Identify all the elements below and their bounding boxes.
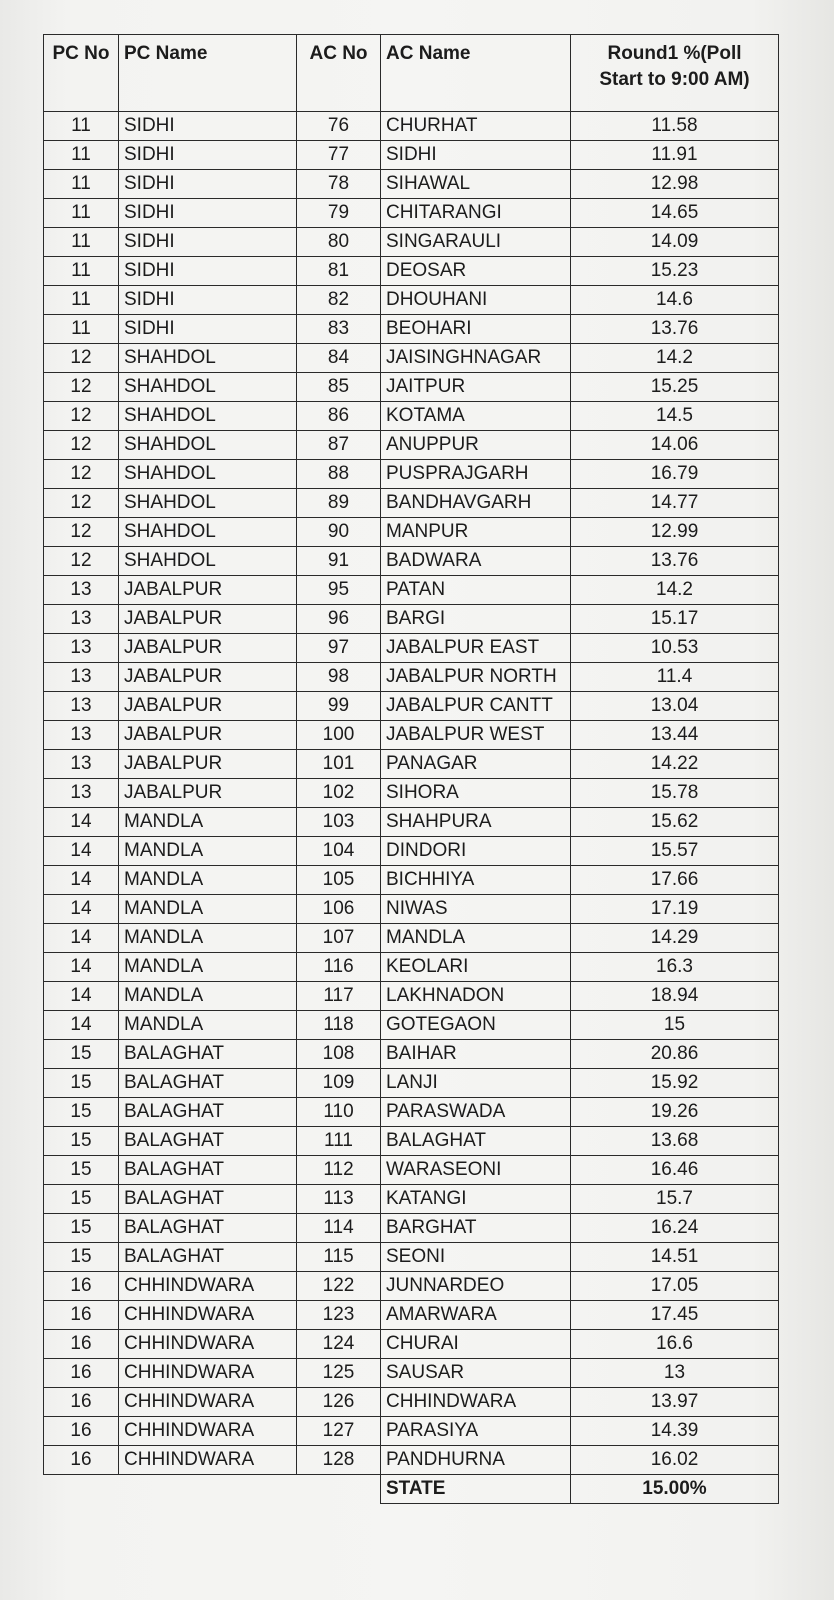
table-row bbox=[44, 1446, 779, 1475]
ac-no-cell: 85 bbox=[297, 373, 381, 402]
round1-percent-cell: 17.05 bbox=[571, 1272, 779, 1301]
ac-name-cell: JAISINGHNAGAR bbox=[381, 344, 571, 373]
ac-name-cell: AMARWARA bbox=[381, 1301, 571, 1330]
ac-no-cell: 78 bbox=[297, 170, 381, 199]
pc-name-cell: JABALPUR bbox=[119, 576, 297, 605]
pc-name-cell: SIDHI bbox=[119, 228, 297, 257]
round1-percent-cell: 12.98 bbox=[571, 170, 779, 199]
pc-name-cell: BALAGHAT bbox=[119, 1214, 297, 1243]
pc-name-cell: CHHINDWARA bbox=[119, 1446, 297, 1475]
ac-name-cell: BALAGHAT bbox=[381, 1127, 571, 1156]
table-row bbox=[44, 692, 779, 721]
ac-name-cell: BAIHAR bbox=[381, 1040, 571, 1069]
header-round1-percent bbox=[571, 35, 779, 112]
ac-no-cell: 103 bbox=[297, 808, 381, 837]
pc-name-cell: MANDLA bbox=[119, 953, 297, 982]
pc-name-cell: CHHINDWARA bbox=[119, 1301, 297, 1330]
ac-name-cell: CHITARANGI bbox=[381, 199, 571, 228]
pc-no-cell: 11 bbox=[44, 257, 119, 286]
round1-percent-cell: 15 bbox=[571, 1011, 779, 1040]
pc-no-cell: 15 bbox=[44, 1098, 119, 1127]
ac-name-cell: WARASEONI bbox=[381, 1156, 571, 1185]
ac-name-cell: LANJI bbox=[381, 1069, 571, 1098]
ac-name-cell: SIDHI bbox=[381, 141, 571, 170]
pc-name-cell: SIDHI bbox=[119, 286, 297, 315]
ac-no-cell: 105 bbox=[297, 866, 381, 895]
pc-name-cell: BALAGHAT bbox=[119, 1243, 297, 1272]
round1-percent-cell: 12.99 bbox=[571, 518, 779, 547]
table-row bbox=[44, 547, 779, 576]
ac-no-cell: 77 bbox=[297, 141, 381, 170]
table-row bbox=[44, 779, 779, 808]
ac-name-cell: PARASWADA bbox=[381, 1098, 571, 1127]
ac-no-cell: 115 bbox=[297, 1243, 381, 1272]
round1-percent-cell: 15.23 bbox=[571, 257, 779, 286]
header-ac-name: AC Name bbox=[381, 35, 571, 112]
table-row bbox=[44, 1301, 779, 1330]
table-row bbox=[44, 924, 779, 953]
ac-name-cell: PARASIYA bbox=[381, 1417, 571, 1446]
pc-no-cell: 15 bbox=[44, 1069, 119, 1098]
table-row bbox=[44, 257, 779, 286]
pc-name-cell: BALAGHAT bbox=[119, 1069, 297, 1098]
header-ac-no: AC No bbox=[297, 35, 381, 112]
ac-name-cell: MANPUR bbox=[381, 518, 571, 547]
pc-name-cell: JABALPUR bbox=[119, 692, 297, 721]
pc-no-cell: 11 bbox=[44, 286, 119, 315]
ac-no-cell: 117 bbox=[297, 982, 381, 1011]
round1-percent-cell: 15.62 bbox=[571, 808, 779, 837]
pc-name-cell: SHAHDOL bbox=[119, 489, 297, 518]
ac-name-cell: SHAHPURA bbox=[381, 808, 571, 837]
pc-no-cell: 14 bbox=[44, 837, 119, 866]
table-row bbox=[44, 1359, 779, 1388]
pc-name-cell: MANDLA bbox=[119, 808, 297, 837]
ac-name-cell: JABALPUR CANTT bbox=[381, 692, 571, 721]
round1-percent-cell: 13.76 bbox=[571, 547, 779, 576]
ac-name-cell: CHURAI bbox=[381, 1330, 571, 1359]
pc-no-cell: 12 bbox=[44, 344, 119, 373]
ac-name-cell: KEOLARI bbox=[381, 953, 571, 982]
table-row bbox=[44, 1330, 779, 1359]
pc-name-cell: SHAHDOL bbox=[119, 373, 297, 402]
ac-no-cell: 128 bbox=[297, 1446, 381, 1475]
ac-no-cell: 124 bbox=[297, 1330, 381, 1359]
ac-name-cell: JABALPUR WEST bbox=[381, 721, 571, 750]
pc-name-cell: CHHINDWARA bbox=[119, 1330, 297, 1359]
ac-no-cell: 95 bbox=[297, 576, 381, 605]
pc-name-cell: JABALPUR bbox=[119, 750, 297, 779]
ac-no-cell: 122 bbox=[297, 1272, 381, 1301]
table-row bbox=[44, 1417, 779, 1446]
ac-name-cell: BANDHAVGARH bbox=[381, 489, 571, 518]
state-label: STATE bbox=[381, 1475, 571, 1504]
pc-name-cell: SHAHDOL bbox=[119, 344, 297, 373]
pc-no-cell: 12 bbox=[44, 431, 119, 460]
pc-name-cell: MANDLA bbox=[119, 1011, 297, 1040]
ac-no-cell: 102 bbox=[297, 779, 381, 808]
ac-no-cell: 84 bbox=[297, 344, 381, 373]
table-row bbox=[44, 663, 779, 692]
blank-cell bbox=[297, 1475, 381, 1504]
ac-no-cell: 101 bbox=[297, 750, 381, 779]
ac-name-cell: PANAGAR bbox=[381, 750, 571, 779]
pc-name-cell: MANDLA bbox=[119, 837, 297, 866]
pc-name-cell: SIDHI bbox=[119, 257, 297, 286]
pc-no-cell: 14 bbox=[44, 895, 119, 924]
pc-no-cell: 16 bbox=[44, 1446, 119, 1475]
ac-name-cell: BICHHIYA bbox=[381, 866, 571, 895]
round1-percent-cell: 14.39 bbox=[571, 1417, 779, 1446]
ac-name-cell: DEOSAR bbox=[381, 257, 571, 286]
header-row bbox=[44, 35, 779, 112]
round1-percent-cell: 15.25 bbox=[571, 373, 779, 402]
header-pc-no: PC No bbox=[44, 35, 119, 112]
ac-name-cell: PANDHURNA bbox=[381, 1446, 571, 1475]
pc-no-cell: 12 bbox=[44, 460, 119, 489]
pc-no-cell: 16 bbox=[44, 1272, 119, 1301]
ac-no-cell: 76 bbox=[297, 112, 381, 141]
pc-no-cell: 13 bbox=[44, 779, 119, 808]
ac-no-cell: 114 bbox=[297, 1214, 381, 1243]
table-row bbox=[44, 576, 779, 605]
pc-name-cell: JABALPUR bbox=[119, 779, 297, 808]
ac-no-cell: 126 bbox=[297, 1388, 381, 1417]
ac-name-cell: BARGI bbox=[381, 605, 571, 634]
pc-name-cell: JABALPUR bbox=[119, 634, 297, 663]
state-total-row bbox=[44, 1475, 779, 1504]
ac-no-cell: 91 bbox=[297, 547, 381, 576]
pc-name-cell: JABALPUR bbox=[119, 605, 297, 634]
ac-no-cell: 86 bbox=[297, 402, 381, 431]
round1-percent-cell: 13 bbox=[571, 1359, 779, 1388]
ac-no-cell: 83 bbox=[297, 315, 381, 344]
table-row bbox=[44, 634, 779, 663]
pc-no-cell: 16 bbox=[44, 1417, 119, 1446]
pc-no-cell: 15 bbox=[44, 1243, 119, 1272]
round1-percent-cell: 19.26 bbox=[571, 1098, 779, 1127]
table-row bbox=[44, 1011, 779, 1040]
pc-no-cell: 16 bbox=[44, 1301, 119, 1330]
table-row bbox=[44, 141, 779, 170]
ac-name-cell: CHHINDWARA bbox=[381, 1388, 571, 1417]
table-row bbox=[44, 1243, 779, 1272]
pc-no-cell: 11 bbox=[44, 228, 119, 257]
ac-no-cell: 98 bbox=[297, 663, 381, 692]
pc-no-cell: 14 bbox=[44, 982, 119, 1011]
pc-no-cell: 16 bbox=[44, 1359, 119, 1388]
blank-cell bbox=[119, 1475, 297, 1504]
blank-cell bbox=[44, 1475, 119, 1504]
header-round1-line1: Round1 %(Poll bbox=[607, 43, 742, 64]
pc-name-cell: CHHINDWARA bbox=[119, 1272, 297, 1301]
table-row bbox=[44, 808, 779, 837]
pc-no-cell: 13 bbox=[44, 721, 119, 750]
pc-name-cell: CHHINDWARA bbox=[119, 1417, 297, 1446]
ac-no-cell: 99 bbox=[297, 692, 381, 721]
ac-no-cell: 127 bbox=[297, 1417, 381, 1446]
pc-name-cell: CHHINDWARA bbox=[119, 1388, 297, 1417]
ac-name-cell: SIHAWAL bbox=[381, 170, 571, 199]
pc-no-cell: 12 bbox=[44, 373, 119, 402]
pc-no-cell: 12 bbox=[44, 547, 119, 576]
round1-percent-cell: 16.6 bbox=[571, 1330, 779, 1359]
poll-percentage-table bbox=[43, 34, 779, 1504]
round1-percent-cell: 14.09 bbox=[571, 228, 779, 257]
pc-name-cell: SIDHI bbox=[119, 315, 297, 344]
pc-name-cell: JABALPUR bbox=[119, 663, 297, 692]
table-row bbox=[44, 866, 779, 895]
pc-name-cell: BALAGHAT bbox=[119, 1040, 297, 1069]
ac-name-cell: SAUSAR bbox=[381, 1359, 571, 1388]
ac-name-cell: DHOUHANI bbox=[381, 286, 571, 315]
table-row bbox=[44, 1214, 779, 1243]
pc-name-cell: SHAHDOL bbox=[119, 460, 297, 489]
round1-percent-cell: 14.65 bbox=[571, 199, 779, 228]
pc-no-cell: 14 bbox=[44, 1011, 119, 1040]
table-row bbox=[44, 605, 779, 634]
table-row bbox=[44, 286, 779, 315]
ac-no-cell: 79 bbox=[297, 199, 381, 228]
ac-name-cell: JUNNARDEO bbox=[381, 1272, 571, 1301]
ac-no-cell: 104 bbox=[297, 837, 381, 866]
ac-name-cell: PUSPRAJGARH bbox=[381, 460, 571, 489]
ac-name-cell: GOTEGAON bbox=[381, 1011, 571, 1040]
ac-name-cell: NIWAS bbox=[381, 895, 571, 924]
pc-name-cell: SHAHDOL bbox=[119, 547, 297, 576]
table-row bbox=[44, 112, 779, 141]
round1-percent-cell: 16.46 bbox=[571, 1156, 779, 1185]
round1-percent-cell: 20.86 bbox=[571, 1040, 779, 1069]
table-row bbox=[44, 489, 779, 518]
round1-percent-cell: 14.2 bbox=[571, 576, 779, 605]
round1-percent-cell: 14.6 bbox=[571, 286, 779, 315]
table-row bbox=[44, 1127, 779, 1156]
pc-name-cell: SIDHI bbox=[119, 141, 297, 170]
state-percentage: 15.00% bbox=[571, 1475, 779, 1504]
round1-percent-cell: 16.3 bbox=[571, 953, 779, 982]
table-row bbox=[44, 402, 779, 431]
ac-name-cell: SINGARAULI bbox=[381, 228, 571, 257]
ac-no-cell: 82 bbox=[297, 286, 381, 315]
ac-name-cell: PATAN bbox=[381, 576, 571, 605]
table-row bbox=[44, 170, 779, 199]
pc-name-cell: MANDLA bbox=[119, 895, 297, 924]
ac-name-cell: JAITPUR bbox=[381, 373, 571, 402]
pc-no-cell: 11 bbox=[44, 199, 119, 228]
pc-no-cell: 13 bbox=[44, 692, 119, 721]
table-row bbox=[44, 315, 779, 344]
pc-no-cell: 14 bbox=[44, 953, 119, 982]
pc-no-cell: 14 bbox=[44, 924, 119, 953]
header-pc-name: PC Name bbox=[119, 35, 297, 112]
ac-no-cell: 111 bbox=[297, 1127, 381, 1156]
table-row bbox=[44, 1388, 779, 1417]
ac-no-cell: 80 bbox=[297, 228, 381, 257]
round1-percent-cell: 11.91 bbox=[571, 141, 779, 170]
ac-name-cell: LAKHNADON bbox=[381, 982, 571, 1011]
pc-no-cell: 12 bbox=[44, 489, 119, 518]
pc-no-cell: 13 bbox=[44, 605, 119, 634]
round1-percent-cell: 11.58 bbox=[571, 112, 779, 141]
ac-name-cell: SEONI bbox=[381, 1243, 571, 1272]
pc-no-cell: 14 bbox=[44, 866, 119, 895]
round1-percent-cell: 14.51 bbox=[571, 1243, 779, 1272]
pc-no-cell: 15 bbox=[44, 1127, 119, 1156]
ac-no-cell: 112 bbox=[297, 1156, 381, 1185]
round1-percent-cell: 13.44 bbox=[571, 721, 779, 750]
ac-name-cell: MANDLA bbox=[381, 924, 571, 953]
pc-name-cell: MANDLA bbox=[119, 866, 297, 895]
ac-name-cell: KATANGI bbox=[381, 1185, 571, 1214]
round1-percent-cell: 14.06 bbox=[571, 431, 779, 460]
round1-percent-cell: 15.7 bbox=[571, 1185, 779, 1214]
pc-no-cell: 13 bbox=[44, 576, 119, 605]
round1-percent-cell: 14.77 bbox=[571, 489, 779, 518]
ac-no-cell: 89 bbox=[297, 489, 381, 518]
pc-name-cell: SHAHDOL bbox=[119, 518, 297, 547]
ac-no-cell: 116 bbox=[297, 953, 381, 982]
round1-percent-cell: 15.92 bbox=[571, 1069, 779, 1098]
round1-percent-cell: 17.45 bbox=[571, 1301, 779, 1330]
ac-no-cell: 96 bbox=[297, 605, 381, 634]
round1-percent-cell: 11.4 bbox=[571, 663, 779, 692]
ac-name-cell: JABALPUR EAST bbox=[381, 634, 571, 663]
ac-no-cell: 123 bbox=[297, 1301, 381, 1330]
ac-no-cell: 97 bbox=[297, 634, 381, 663]
ac-no-cell: 118 bbox=[297, 1011, 381, 1040]
header-round1-line2: Start to 9:00 AM) bbox=[599, 69, 750, 90]
round1-percent-cell: 13.68 bbox=[571, 1127, 779, 1156]
table-row bbox=[44, 750, 779, 779]
pc-no-cell: 11 bbox=[44, 315, 119, 344]
table-row bbox=[44, 721, 779, 750]
ac-name-cell: BADWARA bbox=[381, 547, 571, 576]
ac-no-cell: 125 bbox=[297, 1359, 381, 1388]
round1-percent-cell: 13.97 bbox=[571, 1388, 779, 1417]
pc-no-cell: 11 bbox=[44, 170, 119, 199]
ac-name-cell: KOTAMA bbox=[381, 402, 571, 431]
table-row bbox=[44, 895, 779, 924]
pc-name-cell: JABALPUR bbox=[119, 721, 297, 750]
table-row bbox=[44, 982, 779, 1011]
table-row bbox=[44, 373, 779, 402]
pc-name-cell: BALAGHAT bbox=[119, 1127, 297, 1156]
pc-name-cell: SIDHI bbox=[119, 199, 297, 228]
pc-no-cell: 16 bbox=[44, 1388, 119, 1417]
pc-no-cell: 11 bbox=[44, 141, 119, 170]
pc-no-cell: 11 bbox=[44, 112, 119, 141]
ac-name-cell: JABALPUR NORTH bbox=[381, 663, 571, 692]
ac-no-cell: 100 bbox=[297, 721, 381, 750]
table-row bbox=[44, 344, 779, 373]
pc-no-cell: 15 bbox=[44, 1185, 119, 1214]
round1-percent-cell: 15.78 bbox=[571, 779, 779, 808]
pc-no-cell: 12 bbox=[44, 402, 119, 431]
ac-name-cell: BARGHAT bbox=[381, 1214, 571, 1243]
round1-percent-cell: 17.19 bbox=[571, 895, 779, 924]
pc-no-cell: 15 bbox=[44, 1214, 119, 1243]
pc-name-cell: SHAHDOL bbox=[119, 402, 297, 431]
pc-name-cell: BALAGHAT bbox=[119, 1098, 297, 1127]
pc-name-cell: MANDLA bbox=[119, 982, 297, 1011]
table-row bbox=[44, 953, 779, 982]
pc-name-cell: SHAHDOL bbox=[119, 431, 297, 460]
pc-name-cell: CHHINDWARA bbox=[119, 1359, 297, 1388]
round1-percent-cell: 16.02 bbox=[571, 1446, 779, 1475]
round1-percent-cell: 14.2 bbox=[571, 344, 779, 373]
table-row bbox=[44, 1272, 779, 1301]
table-row bbox=[44, 199, 779, 228]
pc-name-cell: MANDLA bbox=[119, 924, 297, 953]
table-row bbox=[44, 1069, 779, 1098]
round1-percent-cell: 10.53 bbox=[571, 634, 779, 663]
ac-no-cell: 107 bbox=[297, 924, 381, 953]
table-row bbox=[44, 431, 779, 460]
pc-no-cell: 14 bbox=[44, 808, 119, 837]
round1-percent-cell: 13.76 bbox=[571, 315, 779, 344]
table-row bbox=[44, 1040, 779, 1069]
pc-no-cell: 15 bbox=[44, 1156, 119, 1185]
ac-no-cell: 81 bbox=[297, 257, 381, 286]
ac-no-cell: 110 bbox=[297, 1098, 381, 1127]
pc-name-cell: BALAGHAT bbox=[119, 1156, 297, 1185]
ac-no-cell: 106 bbox=[297, 895, 381, 924]
pc-no-cell: 13 bbox=[44, 663, 119, 692]
round1-percent-cell: 16.79 bbox=[571, 460, 779, 489]
table-row bbox=[44, 1098, 779, 1127]
pc-name-cell: SIDHI bbox=[119, 170, 297, 199]
table-row bbox=[44, 1185, 779, 1214]
round1-percent-cell: 14.22 bbox=[571, 750, 779, 779]
round1-percent-cell: 13.04 bbox=[571, 692, 779, 721]
round1-percent-cell: 15.57 bbox=[571, 837, 779, 866]
table-body bbox=[44, 112, 779, 1475]
ac-no-cell: 90 bbox=[297, 518, 381, 547]
table-row bbox=[44, 837, 779, 866]
ac-no-cell: 108 bbox=[297, 1040, 381, 1069]
ac-no-cell: 87 bbox=[297, 431, 381, 460]
pc-name-cell: BALAGHAT bbox=[119, 1185, 297, 1214]
round1-percent-cell: 14.29 bbox=[571, 924, 779, 953]
table-row bbox=[44, 1156, 779, 1185]
pc-no-cell: 15 bbox=[44, 1040, 119, 1069]
ac-no-cell: 88 bbox=[297, 460, 381, 489]
table-row bbox=[44, 518, 779, 547]
pc-name-cell: SIDHI bbox=[119, 112, 297, 141]
ac-no-cell: 109 bbox=[297, 1069, 381, 1098]
ac-no-cell: 113 bbox=[297, 1185, 381, 1214]
round1-percent-cell: 18.94 bbox=[571, 982, 779, 1011]
table-row bbox=[44, 460, 779, 489]
ac-name-cell: ANUPPUR bbox=[381, 431, 571, 460]
pc-no-cell: 13 bbox=[44, 634, 119, 663]
pc-no-cell: 16 bbox=[44, 1330, 119, 1359]
pc-no-cell: 12 bbox=[44, 518, 119, 547]
round1-percent-cell: 17.66 bbox=[571, 866, 779, 895]
table-row bbox=[44, 228, 779, 257]
ac-name-cell: SIHORA bbox=[381, 779, 571, 808]
ac-name-cell: CHURHAT bbox=[381, 112, 571, 141]
pc-no-cell: 13 bbox=[44, 750, 119, 779]
round1-percent-cell: 15.17 bbox=[571, 605, 779, 634]
round1-percent-cell: 16.24 bbox=[571, 1214, 779, 1243]
ac-name-cell: DINDORI bbox=[381, 837, 571, 866]
ac-name-cell: BEOHARI bbox=[381, 315, 571, 344]
round1-percent-cell: 14.5 bbox=[571, 402, 779, 431]
